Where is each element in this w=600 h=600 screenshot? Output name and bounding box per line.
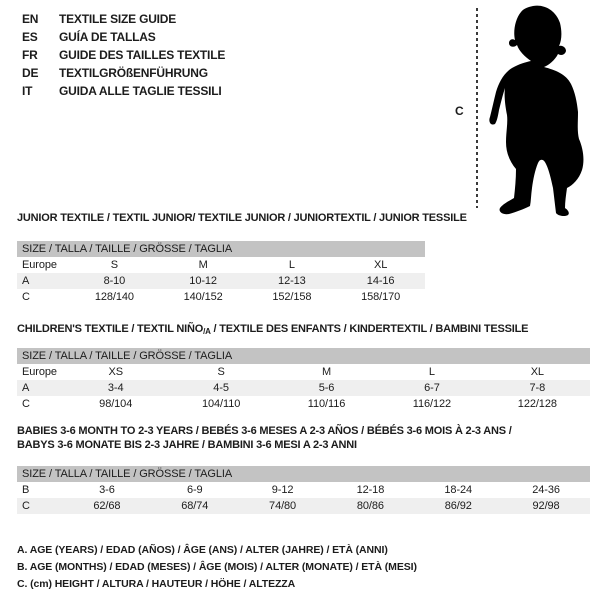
height-cell: 68/74	[181, 500, 209, 512]
babies-table-title	[17, 424, 600, 452]
language-row	[22, 10, 225, 28]
age-cell: 10-12	[189, 275, 217, 287]
height-cell: 128/140	[94, 291, 134, 303]
height-dashed-line	[476, 8, 478, 208]
language-title-list	[22, 10, 225, 100]
junior-size-table	[17, 241, 425, 305]
junior-table-title: JUNIOR TEXTILE / TEXTIL JUNIOR/ TEXTILE JUNIOR / JUNIORTEXTIL / JUNIOR TESSILE	[17, 212, 467, 224]
size-cell: XL	[530, 366, 544, 378]
babies-size-table	[17, 466, 590, 514]
height-cell: 122/128	[517, 398, 557, 410]
height-cell: 110/116	[307, 398, 346, 410]
size-cell: S	[110, 259, 118, 271]
baby-silhouette-image	[488, 4, 588, 216]
age-cell: 7-8	[529, 382, 546, 394]
age-cell: 6-9	[186, 484, 203, 496]
size-cell: M	[321, 366, 332, 378]
age-cell: 24-36	[532, 484, 560, 496]
size-header-bar: SIZE / TALLA / TAILLE / GRÖSSE / TAGLIA	[17, 241, 425, 257]
size-cell: L	[288, 259, 295, 271]
children-table-rows	[17, 364, 590, 412]
children-size-table	[17, 348, 590, 412]
age-cell: 18-24	[444, 484, 473, 496]
row-label: Europe	[22, 259, 57, 271]
language-row	[22, 28, 225, 46]
language-title: GUÍA DE TALLAS	[59, 30, 156, 44]
size-cell: XS	[108, 366, 123, 378]
height-cell: 104/110	[201, 398, 241, 410]
row-label: C	[22, 291, 30, 303]
table-row	[17, 380, 590, 396]
height-cell: 158/170	[361, 291, 401, 303]
note-height-cm: C. (cm) HEIGHT / ALTURA / HAUTEUR / HÖHE / ALTEZZA	[17, 578, 296, 590]
age-cell: 9-12	[271, 484, 294, 496]
size-cell: S	[217, 366, 225, 378]
size-cell: L	[428, 366, 435, 378]
age-cell: 6-7	[424, 382, 440, 394]
age-cell: 4-5	[213, 382, 229, 394]
language-code: DE	[22, 66, 39, 80]
row-label: Europe	[22, 366, 57, 378]
height-cell: 74/80	[269, 500, 297, 512]
language-title: GUIDA ALLE TAGLIE TESSILI	[59, 84, 222, 98]
language-code: FR	[22, 48, 38, 62]
age-cell: 8-10	[103, 275, 126, 287]
table-row	[17, 273, 425, 289]
age-cell: 3-6	[99, 484, 115, 496]
size-header-bar: SIZE / TALLA / TAILLE / GRÖSSE / TAGLIA	[17, 348, 590, 364]
note-age-years: A. AGE (YEARS) / EDAD (AÑOS) / ÂGE (ANS) / ALTER (JAHRE) / ETÀ (ANNI)	[17, 544, 388, 556]
header-area	[0, 0, 600, 211]
language-row	[22, 64, 225, 82]
row-label: B	[22, 484, 30, 496]
row-label: C	[22, 398, 30, 410]
language-code: ES	[22, 30, 38, 44]
age-cell: 3-4	[107, 382, 124, 394]
table-row	[17, 396, 590, 412]
language-row	[22, 46, 225, 64]
language-code: EN	[22, 12, 39, 26]
table-row	[17, 289, 425, 305]
size-guide-content	[17, 211, 600, 593]
note-age-months: B. AGE (MONTHS) / EDAD (MESES) / ÂGE (MOIS) / ALTER (MONATE) / ETÀ (MESI)	[17, 561, 417, 573]
height-cell: 62/68	[93, 500, 121, 512]
age-cell: 14-16	[366, 275, 395, 287]
size-cell: M	[198, 259, 208, 271]
height-cell: 116/122	[412, 398, 452, 410]
legend-notes	[17, 542, 600, 593]
size-cell: XL	[373, 259, 388, 271]
age-cell: 12-18	[356, 484, 385, 496]
language-title: TEXTILE SIZE GUIDE	[59, 12, 177, 26]
height-cell: 92/98	[532, 500, 560, 512]
language-code: IT	[22, 84, 33, 98]
children-title-sub: /A	[203, 327, 211, 336]
height-cell: 98/104	[99, 398, 133, 410]
table-row	[17, 364, 590, 380]
size-header-bar: SIZE / TALLA / TAILLE / GRÖSSE / TAGLIA	[17, 466, 590, 482]
children-title-pre: CHILDREN'S TEXTILE / TEXTIL NIÑO	[17, 323, 204, 335]
height-cell: 86/92	[444, 500, 472, 512]
children-title-post: / TEXTILE DES ENFANTS / KINDERTEXTIL / BAMBINI TESSILE	[210, 323, 529, 335]
height-cell: 152/158	[272, 291, 312, 303]
height-measure-label: C	[455, 104, 464, 118]
table-row	[17, 498, 590, 514]
row-label: A	[22, 275, 30, 287]
row-label: C	[22, 500, 30, 512]
height-cell: 80/86	[356, 500, 384, 512]
language-row	[22, 82, 225, 100]
babies-title-line2: BABYS 3-6 MONATE BIS 2-3 JAHRE / BAMBINI 3-6 MESI A 2-3 ANNI	[17, 439, 357, 451]
children-table-title	[17, 322, 600, 336]
age-cell: 12-13	[278, 275, 306, 287]
row-label: A	[22, 382, 30, 394]
table-row	[17, 257, 425, 273]
junior-table-rows	[17, 257, 425, 305]
table-row	[17, 482, 590, 498]
babies-title-line1: BABIES 3-6 MONTH TO 2-3 YEARS / BEBÉS 3-6 MESES A 2-3 AÑOS / BÉBÉS 3-6 MOIS À 2-3 ANS /	[17, 425, 512, 437]
age-cell: 5-6	[318, 382, 335, 394]
language-title: TEXTILGRÖßENFÜHRUNG	[59, 66, 208, 80]
height-cell: 140/152	[183, 291, 223, 303]
language-title: GUIDE DES TAILLES TEXTILE	[59, 48, 226, 62]
babies-table-rows	[17, 482, 590, 514]
